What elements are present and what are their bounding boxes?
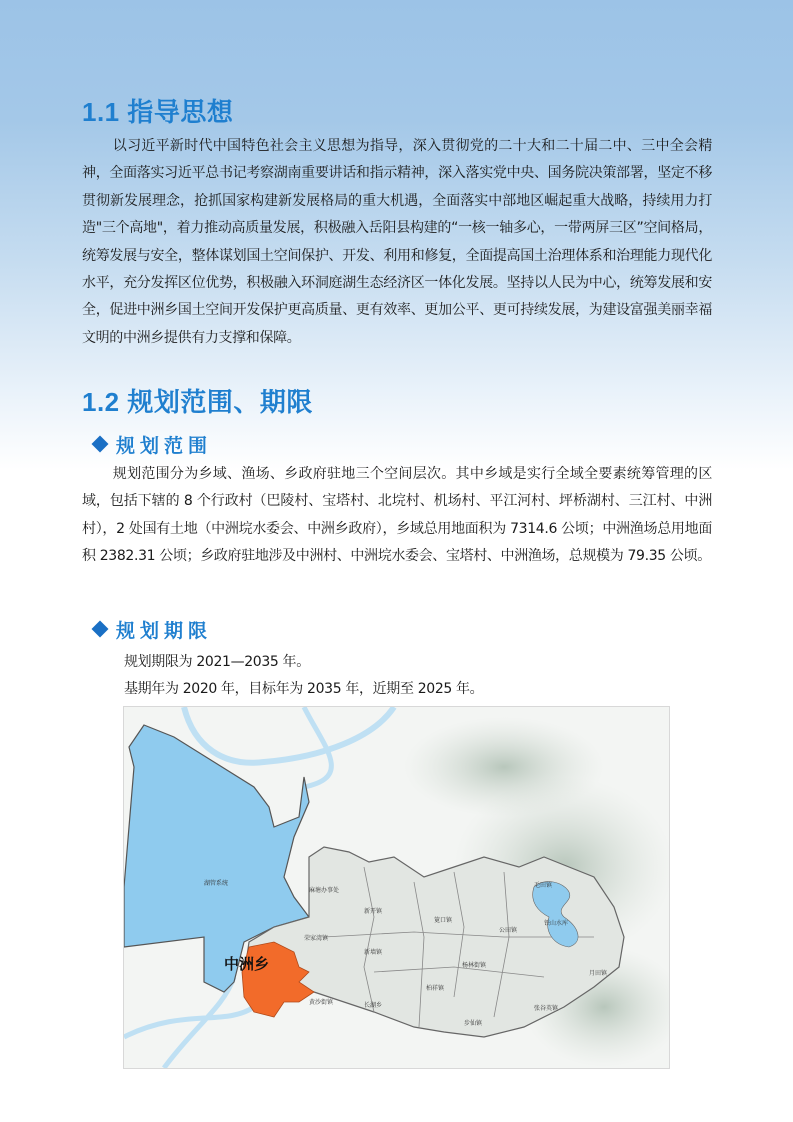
section-1-2-title: 1.2 规划范围、期限 xyxy=(82,387,313,417)
map-label-zhongzhou: 中洲乡 xyxy=(224,955,270,973)
scope-paragraph xyxy=(82,461,712,571)
map-label-baixiang: 柏祥镇 xyxy=(426,985,445,992)
period-line-1: 规划期限为 2021—2035 年。 xyxy=(124,654,310,670)
terrain-shading xyxy=(404,717,604,817)
map-label-tieshan: 铁山水库 xyxy=(544,920,569,927)
location-map xyxy=(123,706,670,1069)
map-label-xinkai: 新开镇 xyxy=(364,908,383,915)
map-label-xiekou: 筻口镇 xyxy=(434,917,453,924)
map-label-maotian: 毛田镇 xyxy=(534,882,553,889)
scope-text: 规划范围分为乡域、渔场、乡政府驻地三个空间层次。其中乡域是实行全域全要素统筹管理的区域，包括下辖的 8 个行政村（巴陵村、宝塔村、北垸村、机场村、平江河村、坪桥湖村、三江村、中洲村），2 处国有土地（中洲垸水委会、中洲乡政府），乡域总用地面积为 7314.6 公顷；中洲渔场总用地面积 2382.31 公顷；乡政府驻地涉及中洲村、中洲垸水委会、宝塔村、中洲渔场，总规模为 79.35 公顷。 xyxy=(82,466,712,565)
guiding-ideology-text: 以习近平新时代中国特色社会主义思想为指导，深入贯彻党的二十大和二十届二中、三中全会精神，全面落实习近平总书记考察湖南重要讲话和指示精神，深入落实党中央、国务院决策部署，坚定不移贯彻新发展理念，抢抓国家构建新发展格局的重大机遇，全面落实中部地区崛起重大战略，持续用力打造"三个高地"，着力推动高质量发展，积极融入岳阳县构建的“一核一轴多心，一带两屏三区”空间格局，统筹发展与安全，整体谋划国土空间保护、开发、利用和修复，全面提高国土治理体系和治理能力现代化水平，充分发挥区位优势，积极融入环洞庭湖生态经济区一体化发展。坚持以人民为中心，统筹发展和安全，促进中洲乡国土空间开发保护更高质量、更有效率、更加公平、更可持续发展，为建设富强美丽幸福文明的中洲乡提供有力支撑和保障。 xyxy=(82,138,712,346)
map-label-zhanggumiao: 张谷英镇 xyxy=(534,1005,559,1012)
map-label-matang: 麻塘办事处 xyxy=(309,887,340,894)
map-label-xinqiang: 新墙镇 xyxy=(364,949,383,956)
map-label-yuetian: 月田镇 xyxy=(589,970,608,977)
scope-heading-text: 规划范围 xyxy=(116,435,213,457)
diamond-bullet-icon xyxy=(92,436,109,453)
map-label-huguan: 湖管系统 xyxy=(204,880,229,887)
period-heading-text: 规划期限 xyxy=(116,620,213,642)
map-label-gongtian: 公田镇 xyxy=(499,927,518,934)
map-label-huangshajie: 黄沙街镇 xyxy=(309,999,334,1006)
map-label-rongjiawan: 荣家湾镇 xyxy=(304,935,329,942)
map-label-yanglinjie: 杨林街镇 xyxy=(462,962,487,969)
period-line-2: 基期年为 2020 年，目标年为 2035 年，近期至 2025 年。 xyxy=(124,681,484,697)
guiding-ideology-paragraph xyxy=(82,133,712,352)
map-svg xyxy=(124,707,669,1068)
period-heading xyxy=(94,616,212,643)
diamond-bullet-icon xyxy=(92,621,109,638)
section-1-1-title: 1.1 指导思想 xyxy=(82,97,234,127)
map-label-buxian: 步仙镇 xyxy=(464,1020,483,1027)
map-label-changhu: 长湖乡 xyxy=(364,1002,383,1009)
scope-heading xyxy=(94,431,212,458)
